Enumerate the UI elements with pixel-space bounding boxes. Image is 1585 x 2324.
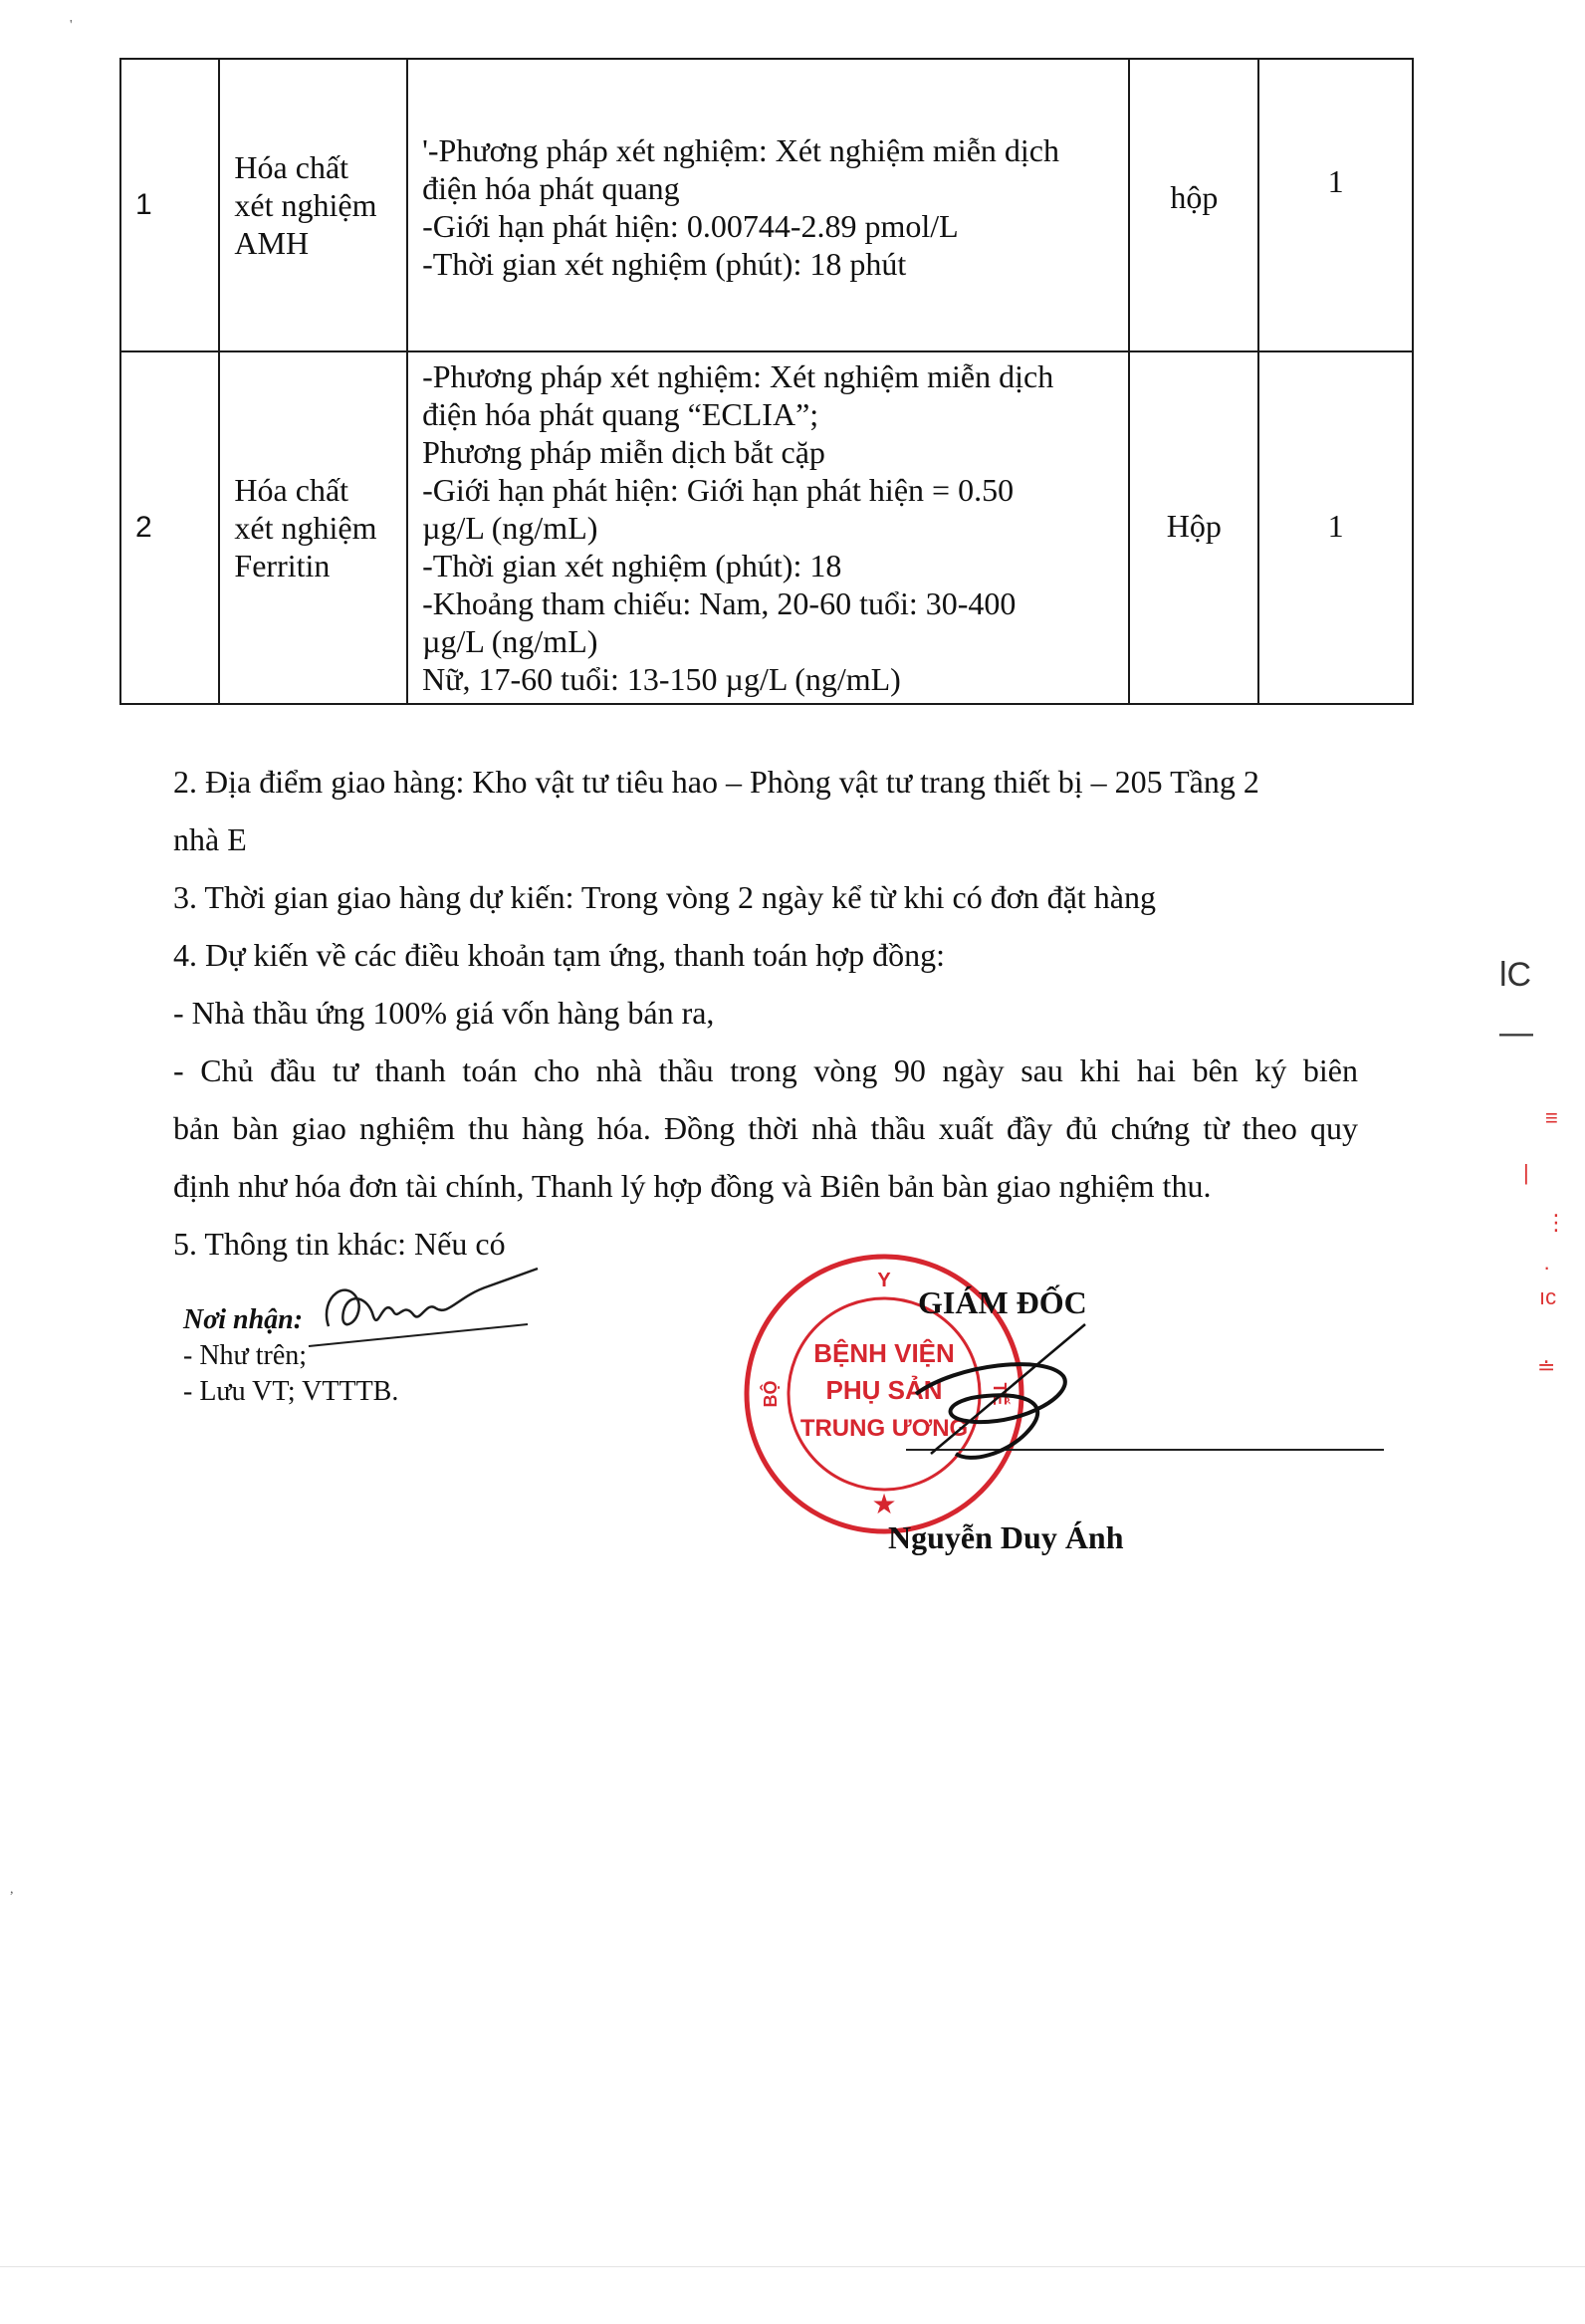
table-row [120,59,1413,351]
stamp-line-1: BỆNH VIỆN [813,1338,955,1368]
margin-red-mark-icon: · [1543,1255,1551,1279]
item-name-line: xét nghiệm [234,510,377,546]
item-name-line: Hóa chất [234,472,349,508]
stamp-star-icon: ★ [871,1489,897,1519]
margin-mark-text: lC [1499,956,1532,994]
item-name-line: xét nghiệm [234,187,377,223]
spec-line: µg/L (ng/mL) [422,623,598,659]
item-quantity: 1 [1258,351,1413,704]
item-unit: hộp [1129,59,1258,351]
margin-red-mark-icon: ≐ [1537,1354,1556,1379]
items-table [119,58,1414,705]
spec-line: -Khoảng tham chiếu: Nam, 20-60 tuổi: 30-400 [422,585,1017,621]
other-info: 5. Thông tin khác: Nếu có [173,1226,506,1262]
initials-signature [289,1257,548,1366]
recipient-item: - Lưu VT; VTTTB. [183,1376,399,1407]
spec-line: -Thời gian xét nghiệm (phút): 18 [422,548,842,583]
scan-speck-icon: , [10,1882,14,1897]
recipients-title: Nơi nhận: [183,1304,304,1335]
margin-red-mark-icon: ıc [1539,1284,1557,1309]
payment-bullet-settlement-cont: bản bàn giao nghiệm thu hàng hóa. Đồng thời nhà thầu xuất đầy đủ chứng từ theo quy [173,1110,1358,1146]
item-unit: Hộp [1129,351,1258,704]
director-name: Nguyễn Duy Ánh [888,1519,1124,1555]
row-number: 1 [120,59,219,351]
spec-line: µg/L (ng/mL) [422,510,598,546]
recipient-item: - Như trên; [183,1340,308,1371]
stamp-line-3: TRUNG ƯƠNG [799,1415,969,1442]
spec-line: điện hóa phát quang [422,170,680,206]
table-row [120,351,1413,704]
payment-bullet-settlement-end: định như hóa đơn tài chính, Thanh lý hợp đồng và Biên bản bàn giao nghiệm thu. [173,1168,1212,1204]
margin-red-mark-icon: | [1523,1160,1529,1185]
spec-line: Nữ, 17-60 tuổi: 13-150 µg/L (ng/mL) [422,661,901,697]
payment-terms-title: 4. Dự kiến về các điều khoản tạm ứng, thanh toán hợp đồng: [173,937,945,973]
item-name [219,351,407,704]
payment-bullet-settlement: - Chủ đầu tư thanh toán cho nhà thầu trong vòng 90 ngày sau khi hai bên ký biên [173,1052,1358,1088]
spec-line: -Thời gian xét nghiệm (phút): 18 phút [422,246,907,282]
spec-line: điện hóa phát quang “ECLIA”; [422,396,819,432]
item-name-line: AMH [234,225,310,261]
delivery-place-cont: nhà E [173,821,247,857]
stamp-line-2: PHỤ SẢN [825,1375,943,1405]
director-signature [876,1304,1115,1474]
margin-red-mark-icon: ≡ [1545,1105,1558,1130]
spec-line: Phương pháp miễn dịch bắt cặp [422,434,825,470]
margin-red-mark-icon: ⋮ [1545,1210,1567,1235]
spec-line: '-Phương pháp xét nghiệm: Xét nghiệm miễn dịch [422,132,1059,168]
item-spec [407,351,1129,704]
terms-section [173,753,1358,1273]
item-name [219,59,407,351]
row-number: 2 [120,351,219,704]
spec-line: -Phương pháp xét nghiệm: Xét nghiệm miễn dịch [422,358,1054,394]
item-quantity: 1 [1258,59,1413,351]
stamp-left: BỘ [761,1380,781,1408]
item-name-line: Ferritin [234,548,331,583]
spec-line: -Giới hạn phát hiện: 0.00744-2.89 pmol/L [422,208,959,244]
spec-line: -Giới hạn phát hiện: Giới hạn phát hiện = 0.50 [422,472,1015,508]
item-spec [407,59,1129,351]
item-name-line: Hóa chất [234,149,349,185]
delivery-place: 2. Địa điểm giao hàng: Kho vật tư tiêu hao – Phòng vật tư trang thiết bị – 205 Tầng 2 [173,764,1259,800]
scan-speck-icon: ' [70,18,73,33]
payment-bullet-advance: - Nhà thầu ứng 100% giá vốn hàng bán ra, [173,995,715,1031]
margin-dash-icon: — [1499,1014,1533,1051]
page-edge-rule [0,2266,1585,2267]
delivery-time: 3. Thời gian giao hàng dự kiến: Trong vòng 2 ngày kể từ khi có đơn đặt hàng [173,879,1156,915]
stamp-top: Y [877,1270,891,1291]
director-title: GIÁM ĐỐC [918,1284,1087,1320]
margin-marks [1493,956,1567,1414]
stamp-right: TẾ [990,1382,1010,1406]
